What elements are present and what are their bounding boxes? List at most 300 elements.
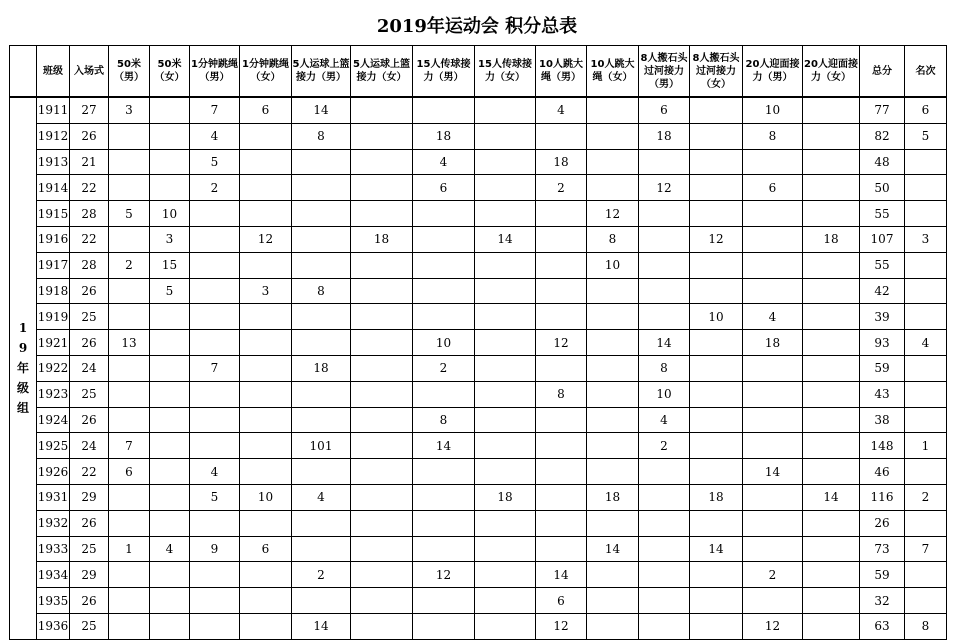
score-cell <box>413 588 475 614</box>
column-header: 15人传球接力（男） <box>413 46 475 98</box>
score-cell: 107 <box>860 226 905 252</box>
score-cell: 10 <box>150 201 190 227</box>
score-cell: 55 <box>860 201 905 227</box>
score-cell: 12 <box>690 226 743 252</box>
class-cell: 1916 <box>37 226 70 252</box>
score-cell: 101 <box>292 433 351 459</box>
score-cell: 12 <box>240 226 292 252</box>
table-row <box>10 588 947 614</box>
score-cell <box>351 149 413 175</box>
score-cell <box>190 407 240 433</box>
score-cell <box>240 510 292 536</box>
score-cell: 26 <box>70 278 109 304</box>
score-cell <box>536 536 587 562</box>
score-cell <box>292 536 351 562</box>
column-header: 10人跳大绳（男） <box>536 46 587 98</box>
class-cell: 1933 <box>37 536 70 562</box>
score-cell: 4 <box>743 304 803 330</box>
score-cell <box>240 588 292 614</box>
score-cell <box>803 407 860 433</box>
score-cell: 2 <box>413 355 475 381</box>
score-cell <box>905 252 947 278</box>
score-cell: 59 <box>860 562 905 588</box>
score-table <box>9 45 947 640</box>
score-cell: 18 <box>536 149 587 175</box>
score-cell: 2 <box>190 175 240 201</box>
score-cell <box>743 149 803 175</box>
score-cell: 27 <box>70 97 109 123</box>
column-header: 20人迎面接力（女） <box>803 46 860 98</box>
score-cell: 7 <box>190 97 240 123</box>
score-cell <box>475 252 536 278</box>
score-cell <box>587 355 639 381</box>
class-cell: 1913 <box>37 149 70 175</box>
score-cell: 6 <box>240 97 292 123</box>
score-cell: 10 <box>240 484 292 510</box>
score-cell: 8 <box>292 278 351 304</box>
score-cell: 14 <box>587 536 639 562</box>
score-cell <box>351 304 413 330</box>
score-cell: 116 <box>860 484 905 510</box>
score-cell <box>905 510 947 536</box>
score-cell: 25 <box>70 304 109 330</box>
score-cell <box>587 613 639 639</box>
score-cell: 3 <box>150 226 190 252</box>
score-cell: 6 <box>639 97 690 123</box>
score-cell: 12 <box>587 201 639 227</box>
score-cell <box>587 330 639 356</box>
score-cell <box>743 252 803 278</box>
score-cell <box>240 433 292 459</box>
class-cell: 1912 <box>37 123 70 149</box>
score-cell <box>587 123 639 149</box>
score-cell: 77 <box>860 97 905 123</box>
class-cell: 1922 <box>37 355 70 381</box>
score-cell <box>475 355 536 381</box>
table-row <box>10 252 947 278</box>
score-cell <box>639 613 690 639</box>
score-cell <box>905 459 947 485</box>
score-cell: 26 <box>70 588 109 614</box>
score-cell <box>413 484 475 510</box>
score-cell <box>587 278 639 304</box>
score-cell <box>587 562 639 588</box>
table-row <box>10 330 947 356</box>
score-cell <box>240 330 292 356</box>
score-cell <box>190 381 240 407</box>
score-cell <box>803 201 860 227</box>
score-cell <box>413 510 475 536</box>
score-cell <box>292 588 351 614</box>
score-cell: 42 <box>860 278 905 304</box>
score-cell <box>413 252 475 278</box>
score-cell <box>536 201 587 227</box>
score-cell <box>475 536 536 562</box>
score-cell: 18 <box>351 226 413 252</box>
score-cell <box>743 536 803 562</box>
score-cell: 18 <box>639 123 690 149</box>
score-cell <box>190 304 240 330</box>
score-cell <box>905 355 947 381</box>
score-cell <box>190 330 240 356</box>
score-cell <box>240 304 292 330</box>
score-cell <box>150 355 190 381</box>
score-cell <box>587 304 639 330</box>
score-cell: 59 <box>860 355 905 381</box>
score-cell: 12 <box>536 613 587 639</box>
score-cell <box>240 123 292 149</box>
score-cell: 4 <box>190 459 240 485</box>
score-cell <box>536 433 587 459</box>
score-cell <box>475 562 536 588</box>
score-cell <box>905 175 947 201</box>
score-cell <box>351 588 413 614</box>
score-cell: 8 <box>413 407 475 433</box>
column-header: 入场式 <box>70 46 109 98</box>
score-cell: 21 <box>70 149 109 175</box>
score-cell <box>639 278 690 304</box>
score-cell <box>351 278 413 304</box>
score-cell: 39 <box>860 304 905 330</box>
score-cell: 3 <box>905 226 947 252</box>
score-cell <box>803 613 860 639</box>
score-cell <box>351 407 413 433</box>
table-row <box>10 510 947 536</box>
score-cell <box>475 149 536 175</box>
score-cell <box>743 381 803 407</box>
class-cell: 1921 <box>37 330 70 356</box>
score-cell: 14 <box>803 484 860 510</box>
score-cell: 148 <box>860 433 905 459</box>
score-cell <box>587 175 639 201</box>
score-cell <box>803 149 860 175</box>
score-cell <box>690 381 743 407</box>
score-cell: 6 <box>905 97 947 123</box>
score-cell: 1 <box>109 536 150 562</box>
score-cell <box>639 588 690 614</box>
score-cell: 8 <box>292 123 351 149</box>
score-cell: 25 <box>70 613 109 639</box>
table-row <box>10 123 947 149</box>
score-cell: 15 <box>150 252 190 278</box>
score-cell <box>639 226 690 252</box>
class-cell: 1936 <box>37 613 70 639</box>
score-cell <box>109 588 150 614</box>
score-cell: 6 <box>240 536 292 562</box>
score-cell <box>803 381 860 407</box>
score-cell: 10 <box>587 252 639 278</box>
score-cell <box>536 355 587 381</box>
score-cell: 8 <box>587 226 639 252</box>
score-cell <box>351 562 413 588</box>
score-cell <box>150 613 190 639</box>
score-cell <box>639 149 690 175</box>
score-cell <box>190 562 240 588</box>
class-cell: 1924 <box>37 407 70 433</box>
score-cell: 26 <box>860 510 905 536</box>
score-cell <box>351 123 413 149</box>
score-cell: 2 <box>639 433 690 459</box>
score-cell <box>413 459 475 485</box>
score-cell: 14 <box>292 613 351 639</box>
score-cell <box>690 330 743 356</box>
score-cell <box>190 201 240 227</box>
score-cell <box>905 407 947 433</box>
score-cell: 6 <box>536 588 587 614</box>
score-cell <box>690 433 743 459</box>
score-cell: 26 <box>70 407 109 433</box>
score-cell <box>150 510 190 536</box>
score-cell <box>240 562 292 588</box>
score-cell: 26 <box>70 123 109 149</box>
table-row <box>10 304 947 330</box>
score-cell <box>351 510 413 536</box>
score-cell <box>905 562 947 588</box>
column-header: 10人跳大绳（女） <box>587 46 639 98</box>
score-cell <box>475 97 536 123</box>
score-cell: 46 <box>860 459 905 485</box>
score-cell <box>475 381 536 407</box>
score-cell <box>413 201 475 227</box>
score-cell: 18 <box>475 484 536 510</box>
column-header: 50米（男） <box>109 46 150 98</box>
score-cell <box>150 433 190 459</box>
score-cell <box>351 459 413 485</box>
score-cell: 26 <box>70 510 109 536</box>
class-cell: 1932 <box>37 510 70 536</box>
score-cell <box>803 123 860 149</box>
group-label-text: 19年级组 <box>17 321 30 416</box>
score-cell <box>803 252 860 278</box>
score-cell <box>240 407 292 433</box>
score-cell <box>292 407 351 433</box>
score-cell: 12 <box>639 175 690 201</box>
score-cell <box>803 459 860 485</box>
score-cell <box>150 175 190 201</box>
class-cell: 1918 <box>37 278 70 304</box>
score-cell <box>413 278 475 304</box>
score-cell: 48 <box>860 149 905 175</box>
score-cell: 2 <box>743 562 803 588</box>
score-cell: 5 <box>109 201 150 227</box>
table-row <box>10 484 947 510</box>
group-label <box>10 97 37 639</box>
score-cell: 82 <box>860 123 905 149</box>
score-cell: 26 <box>70 330 109 356</box>
score-cell: 1 <box>905 433 947 459</box>
score-cell: 8 <box>639 355 690 381</box>
score-cell <box>536 123 587 149</box>
score-cell: 22 <box>70 226 109 252</box>
score-cell: 2 <box>905 484 947 510</box>
score-cell <box>150 149 190 175</box>
score-cell <box>109 381 150 407</box>
score-cell: 7 <box>905 536 947 562</box>
score-cell <box>587 459 639 485</box>
score-cell <box>109 123 150 149</box>
score-cell: 2 <box>109 252 150 278</box>
score-cell <box>240 201 292 227</box>
score-cell <box>351 433 413 459</box>
score-cell <box>803 304 860 330</box>
score-cell: 5 <box>190 149 240 175</box>
table-row <box>10 278 947 304</box>
score-cell <box>475 407 536 433</box>
score-cell: 6 <box>743 175 803 201</box>
score-cell: 14 <box>690 536 743 562</box>
score-cell <box>536 304 587 330</box>
column-header <box>10 46 37 98</box>
class-cell: 1915 <box>37 201 70 227</box>
score-cell <box>351 355 413 381</box>
score-cell <box>690 123 743 149</box>
score-cell <box>413 97 475 123</box>
score-cell: 8 <box>743 123 803 149</box>
score-cell <box>905 304 947 330</box>
score-cell <box>639 201 690 227</box>
score-cell <box>351 484 413 510</box>
score-cell <box>743 433 803 459</box>
score-cell: 5 <box>150 278 190 304</box>
table-row <box>10 536 947 562</box>
score-cell: 55 <box>860 252 905 278</box>
score-cell <box>690 407 743 433</box>
score-cell: 7 <box>190 355 240 381</box>
score-cell <box>240 459 292 485</box>
score-cell <box>351 201 413 227</box>
class-cell: 1926 <box>37 459 70 485</box>
score-cell: 93 <box>860 330 905 356</box>
score-cell: 13 <box>109 330 150 356</box>
score-cell <box>292 149 351 175</box>
score-cell <box>475 330 536 356</box>
score-cell <box>109 510 150 536</box>
score-cell <box>292 226 351 252</box>
score-cell: 3 <box>240 278 292 304</box>
score-cell <box>690 97 743 123</box>
score-cell <box>639 536 690 562</box>
score-cell <box>109 484 150 510</box>
column-header: 15人传球接力（女） <box>475 46 536 98</box>
score-cell: 73 <box>860 536 905 562</box>
column-header: 8人搬石头过河接力（男） <box>639 46 690 98</box>
score-cell <box>475 304 536 330</box>
score-cell <box>351 252 413 278</box>
score-cell <box>292 201 351 227</box>
score-cell: 4 <box>413 149 475 175</box>
score-cell: 4 <box>292 484 351 510</box>
score-cell <box>475 510 536 536</box>
score-cell: 5 <box>905 123 947 149</box>
score-cell <box>413 226 475 252</box>
score-cell <box>803 355 860 381</box>
score-cell <box>190 433 240 459</box>
score-cell <box>803 588 860 614</box>
score-cell <box>475 433 536 459</box>
score-cell <box>639 459 690 485</box>
score-cell: 18 <box>743 330 803 356</box>
score-cell <box>639 484 690 510</box>
table-row <box>10 613 947 639</box>
column-header: 1分钟跳绳（女） <box>240 46 292 98</box>
score-cell <box>292 175 351 201</box>
score-cell: 50 <box>860 175 905 201</box>
score-cell <box>905 278 947 304</box>
column-header: 20人迎面接力（男） <box>743 46 803 98</box>
score-cell: 4 <box>150 536 190 562</box>
score-cell <box>587 588 639 614</box>
score-cell <box>109 175 150 201</box>
score-cell <box>351 381 413 407</box>
score-cell <box>803 510 860 536</box>
score-cell <box>690 278 743 304</box>
score-cell: 3 <box>109 97 150 123</box>
score-cell <box>536 484 587 510</box>
score-cell <box>413 613 475 639</box>
score-cell <box>292 510 351 536</box>
score-cell: 12 <box>536 330 587 356</box>
score-cell <box>690 562 743 588</box>
score-cell: 43 <box>860 381 905 407</box>
score-cell <box>475 613 536 639</box>
score-cell <box>109 226 150 252</box>
score-cell <box>743 226 803 252</box>
score-cell <box>292 459 351 485</box>
score-cell: 29 <box>70 562 109 588</box>
score-cell <box>743 484 803 510</box>
score-cell: 22 <box>70 459 109 485</box>
score-cell <box>803 330 860 356</box>
score-cell <box>109 562 150 588</box>
score-cell <box>536 510 587 536</box>
score-cell <box>150 304 190 330</box>
score-cell <box>690 355 743 381</box>
class-cell: 1931 <box>37 484 70 510</box>
score-cell <box>109 613 150 639</box>
class-cell: 1914 <box>37 175 70 201</box>
score-cell: 12 <box>413 562 475 588</box>
score-cell: 4 <box>536 97 587 123</box>
score-cell <box>109 355 150 381</box>
score-cell: 4 <box>190 123 240 149</box>
score-cell <box>743 407 803 433</box>
score-cell: 18 <box>690 484 743 510</box>
score-cell: 25 <box>70 381 109 407</box>
score-cell <box>150 484 190 510</box>
class-cell: 1911 <box>37 97 70 123</box>
score-cell: 18 <box>292 355 351 381</box>
score-cell <box>690 588 743 614</box>
score-cell <box>743 588 803 614</box>
column-header: 8人搬石头过河接力（女） <box>690 46 743 98</box>
class-cell: 1923 <box>37 381 70 407</box>
score-cell <box>240 381 292 407</box>
score-cell: 14 <box>639 330 690 356</box>
score-cell: 4 <box>639 407 690 433</box>
score-cell: 63 <box>860 613 905 639</box>
score-cell <box>743 510 803 536</box>
score-cell <box>475 459 536 485</box>
score-cell <box>690 510 743 536</box>
score-cell <box>803 97 860 123</box>
score-cell <box>690 149 743 175</box>
score-cell: 9 <box>190 536 240 562</box>
score-cell: 22 <box>70 175 109 201</box>
column-header: 总分 <box>860 46 905 98</box>
score-cell: 10 <box>639 381 690 407</box>
score-cell <box>536 278 587 304</box>
score-cell <box>351 536 413 562</box>
